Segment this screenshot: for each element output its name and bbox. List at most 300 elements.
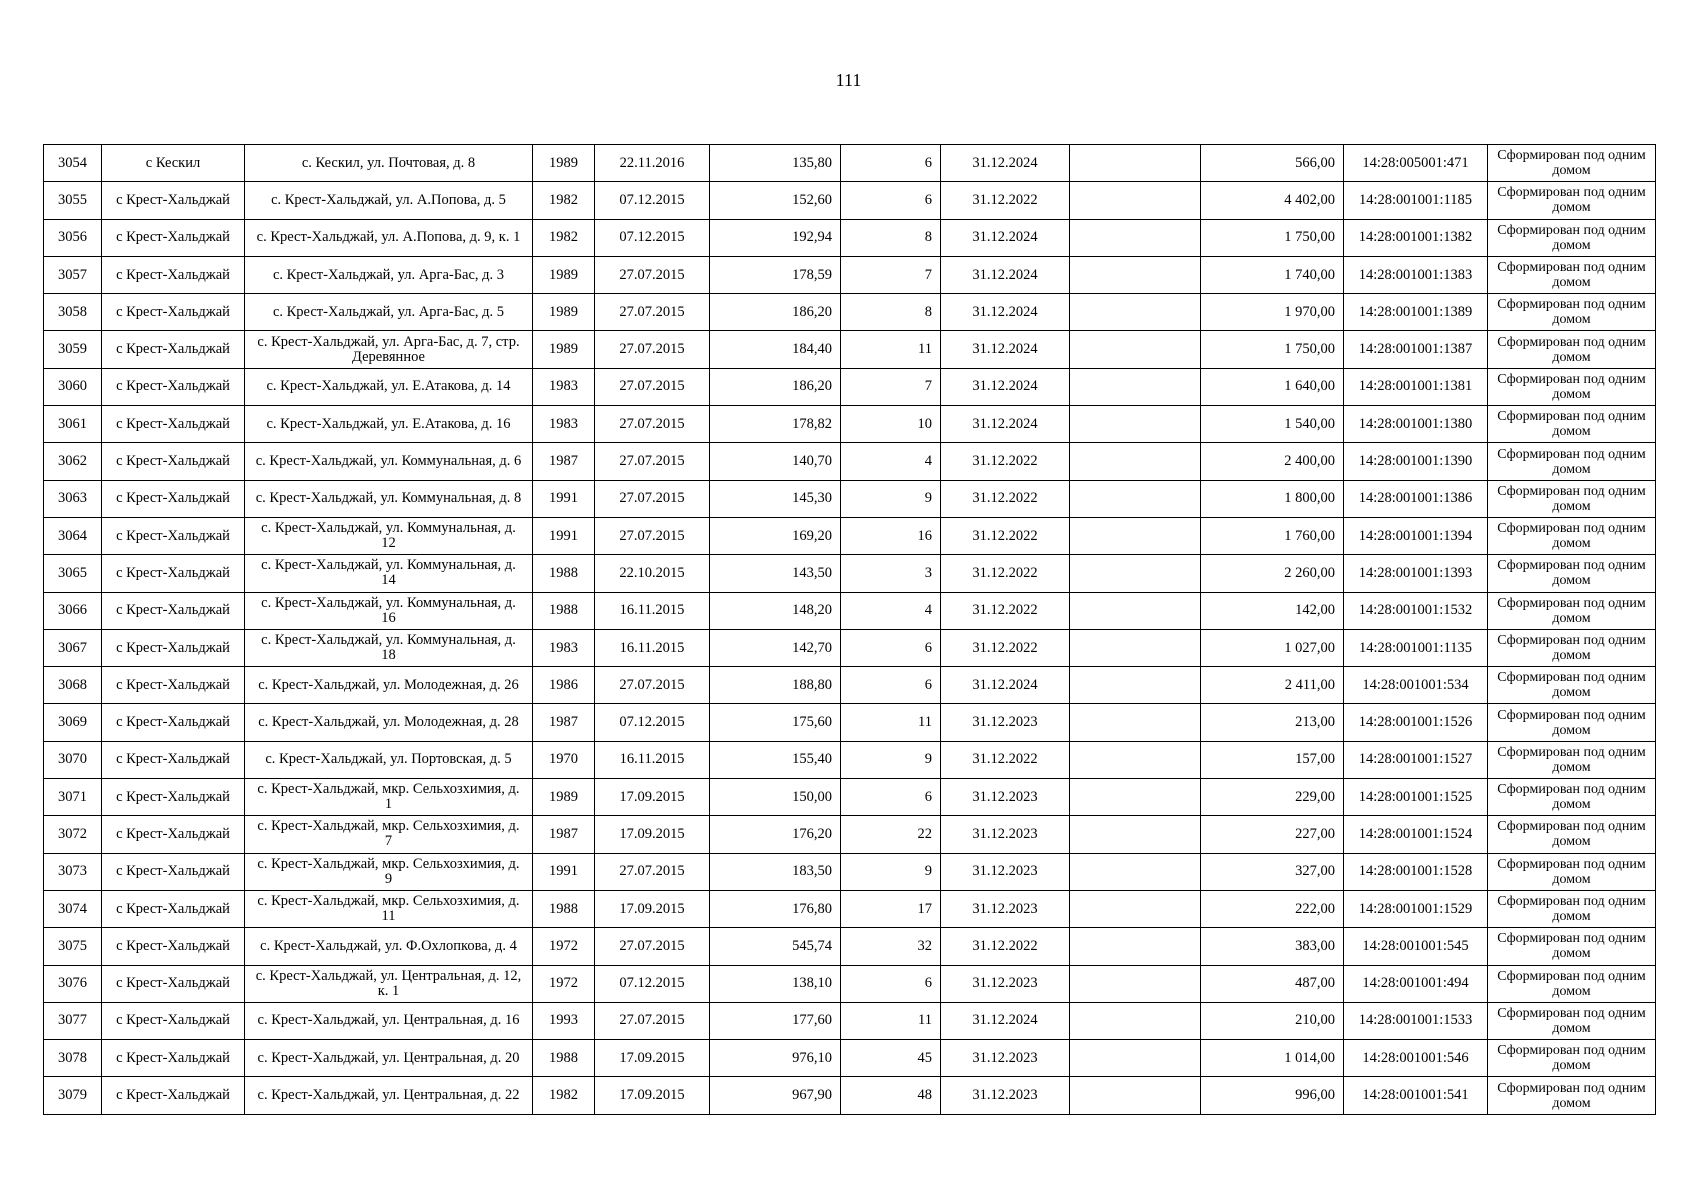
cell-area: 178,59 xyxy=(710,256,841,293)
cell-settlement: с Крест-Хальджай xyxy=(102,592,245,629)
table-row xyxy=(44,294,1656,331)
cell-address: с. Крест-Хальджай, мкр. Сельхозхимия, д. 11 xyxy=(245,890,533,927)
cell-cadastral-number: 14:28:005001:471 xyxy=(1344,145,1488,182)
cell-land-area: 227,00 xyxy=(1201,816,1344,853)
cell-record-number: 3061 xyxy=(44,406,102,443)
cell-record-number: 3062 xyxy=(44,443,102,480)
cell-land-area: 487,00 xyxy=(1201,965,1344,1002)
cell-address: с. Крест-Хальджай, ул. Арга-Бас, д. 5 xyxy=(245,294,533,331)
cell-construction-year: 1982 xyxy=(533,1077,595,1114)
cell-area: 145,30 xyxy=(710,480,841,517)
cell-construction-year: 1989 xyxy=(533,331,595,368)
cell-cadastral-number: 14:28:001001:1533 xyxy=(1344,1002,1488,1039)
cell-area: 143,50 xyxy=(710,555,841,592)
cell-note: Сформирован под одним домом xyxy=(1488,406,1656,443)
cell-resettlement-deadline: 31.12.2024 xyxy=(941,294,1070,331)
cell-note: Сформирован под одним домом xyxy=(1488,145,1656,182)
cell-construction-year: 1983 xyxy=(533,368,595,405)
cell-land-area: 2 260,00 xyxy=(1201,555,1344,592)
cell-residents: 9 xyxy=(841,853,941,890)
cell-settlement: с Крест-Хальджай xyxy=(102,704,245,741)
cell-address: с. Крест-Хальджай, ул. Коммунальная, д. 14 xyxy=(245,555,533,592)
cell-settlement: с Крест-Хальджай xyxy=(102,629,245,666)
cell-recognition-date: 16.11.2015 xyxy=(595,592,710,629)
cell-note: Сформирован под одним домом xyxy=(1488,853,1656,890)
cell-recognition-date: 07.12.2015 xyxy=(595,704,710,741)
cell-settlement: с Крест-Хальджай xyxy=(102,965,245,1002)
cell-cadastral-number: 14:28:001001:1185 xyxy=(1344,182,1488,219)
cell-construction-year: 1987 xyxy=(533,704,595,741)
cell-address: с. Крест-Хальджай, ул. Арга-Бас, д. 3 xyxy=(245,256,533,293)
cell-resettlement-deadline: 31.12.2022 xyxy=(941,517,1070,554)
cell-residents: 10 xyxy=(841,406,941,443)
cell-cadastral-number: 14:28:001001:545 xyxy=(1344,928,1488,965)
cell-residents: 4 xyxy=(841,443,941,480)
cell-settlement: с Крест-Хальджай xyxy=(102,331,245,368)
cell-resettlement-deadline: 31.12.2024 xyxy=(941,667,1070,704)
cell-recognition-date: 07.12.2015 xyxy=(595,965,710,1002)
cell-note: Сформирован под одним домом xyxy=(1488,741,1656,778)
cell-address: с. Крест-Хальджай, ул. Коммунальная, д. 12 xyxy=(245,517,533,554)
cell-cadastral-number: 14:28:001001:1532 xyxy=(1344,592,1488,629)
cell-recognition-date: 27.07.2015 xyxy=(595,368,710,405)
cell-cadastral-number: 14:28:001001:546 xyxy=(1344,1040,1488,1077)
cell-empty xyxy=(1070,1040,1201,1077)
cell-construction-year: 1982 xyxy=(533,182,595,219)
cell-settlement: с Крест-Хальджай xyxy=(102,853,245,890)
cell-empty xyxy=(1070,368,1201,405)
cell-area: 186,20 xyxy=(710,294,841,331)
cell-cadastral-number: 14:28:001001:1394 xyxy=(1344,517,1488,554)
cell-note: Сформирован под одним домом xyxy=(1488,779,1656,816)
cell-record-number: 3054 xyxy=(44,145,102,182)
cell-area: 188,80 xyxy=(710,667,841,704)
cell-note: Сформирован под одним домом xyxy=(1488,816,1656,853)
cell-recognition-date: 27.07.2015 xyxy=(595,256,710,293)
cell-address: с. Крест-Хальджай, мкр. Сельхозхимия, д. 9 xyxy=(245,853,533,890)
cell-resettlement-deadline: 31.12.2022 xyxy=(941,592,1070,629)
cell-recognition-date: 07.12.2015 xyxy=(595,219,710,256)
cell-area: 177,60 xyxy=(710,1002,841,1039)
cell-note: Сформирован под одним домом xyxy=(1488,1077,1656,1114)
cell-address: с. Крест-Хальджай, ул. Портовская, д. 5 xyxy=(245,741,533,778)
table-row xyxy=(44,406,1656,443)
cell-empty xyxy=(1070,890,1201,927)
cell-recognition-date: 27.07.2015 xyxy=(595,331,710,368)
cell-construction-year: 1970 xyxy=(533,741,595,778)
cell-note: Сформирован под одним домом xyxy=(1488,480,1656,517)
cell-record-number: 3076 xyxy=(44,965,102,1002)
cell-address: с. Крест-Хальджай, ул. Е.Атакова, д. 16 xyxy=(245,406,533,443)
cell-settlement: с Крест-Хальджай xyxy=(102,1040,245,1077)
cell-cadastral-number: 14:28:001001:1526 xyxy=(1344,704,1488,741)
cell-cadastral-number: 14:28:001001:1525 xyxy=(1344,779,1488,816)
cell-settlement: с Крест-Хальджай xyxy=(102,256,245,293)
cell-land-area: 383,00 xyxy=(1201,928,1344,965)
table-row xyxy=(44,256,1656,293)
table-row xyxy=(44,517,1656,554)
cell-construction-year: 1983 xyxy=(533,406,595,443)
cell-settlement: с Крест-Хальджай xyxy=(102,816,245,853)
cell-resettlement-deadline: 31.12.2022 xyxy=(941,629,1070,666)
cell-area: 976,10 xyxy=(710,1040,841,1077)
cell-cadastral-number: 14:28:001001:541 xyxy=(1344,1077,1488,1114)
table-row xyxy=(44,1040,1656,1077)
cell-recognition-date: 27.07.2015 xyxy=(595,294,710,331)
cell-empty xyxy=(1070,480,1201,517)
cell-cadastral-number: 14:28:001001:1387 xyxy=(1344,331,1488,368)
cell-residents: 7 xyxy=(841,368,941,405)
cell-note: Сформирован под одним домом xyxy=(1488,629,1656,666)
cell-settlement: с Крест-Хальджай xyxy=(102,294,245,331)
cell-construction-year: 1972 xyxy=(533,928,595,965)
table-row xyxy=(44,667,1656,704)
cell-settlement: с Крест-Хальджай xyxy=(102,182,245,219)
cell-recognition-date: 27.07.2015 xyxy=(595,480,710,517)
cell-resettlement-deadline: 31.12.2023 xyxy=(941,853,1070,890)
cell-land-area: 2 400,00 xyxy=(1201,443,1344,480)
cell-resettlement-deadline: 31.12.2024 xyxy=(941,219,1070,256)
cell-resettlement-deadline: 31.12.2023 xyxy=(941,779,1070,816)
cell-residents: 6 xyxy=(841,145,941,182)
cell-resettlement-deadline: 31.12.2023 xyxy=(941,704,1070,741)
cell-residents: 45 xyxy=(841,1040,941,1077)
page-number: 111 xyxy=(835,70,862,90)
cell-residents: 32 xyxy=(841,928,941,965)
cell-land-area: 142,00 xyxy=(1201,592,1344,629)
cell-resettlement-deadline: 31.12.2022 xyxy=(941,182,1070,219)
cell-note: Сформирован под одним домом xyxy=(1488,704,1656,741)
cell-recognition-date: 16.11.2015 xyxy=(595,629,710,666)
cell-record-number: 3063 xyxy=(44,480,102,517)
cell-construction-year: 1989 xyxy=(533,779,595,816)
cell-address: с. Крест-Хальджай, ул. Коммунальная, д. 18 xyxy=(245,629,533,666)
cell-area: 150,00 xyxy=(710,779,841,816)
cell-residents: 6 xyxy=(841,779,941,816)
cell-record-number: 3077 xyxy=(44,1002,102,1039)
cell-settlement: с Крест-Хальджай xyxy=(102,555,245,592)
cell-record-number: 3055 xyxy=(44,182,102,219)
cell-record-number: 3064 xyxy=(44,517,102,554)
cell-record-number: 3059 xyxy=(44,331,102,368)
table-row xyxy=(44,331,1656,368)
cell-resettlement-deadline: 31.12.2023 xyxy=(941,1040,1070,1077)
cell-area: 140,70 xyxy=(710,443,841,480)
cell-recognition-date: 27.07.2015 xyxy=(595,928,710,965)
cell-construction-year: 1991 xyxy=(533,480,595,517)
cell-recognition-date: 27.07.2015 xyxy=(595,517,710,554)
cell-area: 184,40 xyxy=(710,331,841,368)
table-row xyxy=(44,1002,1656,1039)
cell-resettlement-deadline: 31.12.2024 xyxy=(941,256,1070,293)
cell-empty xyxy=(1070,741,1201,778)
cell-note: Сформирован под одним домом xyxy=(1488,592,1656,629)
cell-resettlement-deadline: 31.12.2022 xyxy=(941,480,1070,517)
cell-record-number: 3060 xyxy=(44,368,102,405)
cell-settlement: с Крест-Хальджай xyxy=(102,741,245,778)
cell-settlement: с Кескил xyxy=(102,145,245,182)
cell-residents: 8 xyxy=(841,219,941,256)
cell-cadastral-number: 14:28:001001:1383 xyxy=(1344,256,1488,293)
cell-recognition-date: 27.07.2015 xyxy=(595,1002,710,1039)
cell-area: 186,20 xyxy=(710,368,841,405)
cell-note: Сформирован под одним домом xyxy=(1488,294,1656,331)
cell-settlement: с Крест-Хальджай xyxy=(102,517,245,554)
cell-recognition-date: 22.11.2016 xyxy=(595,145,710,182)
table-row xyxy=(44,704,1656,741)
table-row xyxy=(44,779,1656,816)
cell-empty xyxy=(1070,443,1201,480)
cell-resettlement-deadline: 31.12.2024 xyxy=(941,145,1070,182)
cell-empty xyxy=(1070,1077,1201,1114)
cell-construction-year: 1988 xyxy=(533,890,595,927)
cell-construction-year: 1989 xyxy=(533,256,595,293)
cell-recognition-date: 16.11.2015 xyxy=(595,741,710,778)
cell-record-number: 3071 xyxy=(44,779,102,816)
table-row xyxy=(44,182,1656,219)
cell-land-area: 229,00 xyxy=(1201,779,1344,816)
cell-land-area: 2 411,00 xyxy=(1201,667,1344,704)
cell-record-number: 3079 xyxy=(44,1077,102,1114)
cell-address: с. Крест-Хальджай, ул. Центральная, д. 16 xyxy=(245,1002,533,1039)
cell-land-area: 1 014,00 xyxy=(1201,1040,1344,1077)
cell-record-number: 3066 xyxy=(44,592,102,629)
cell-empty xyxy=(1070,779,1201,816)
cell-recognition-date: 27.07.2015 xyxy=(595,406,710,443)
cell-record-number: 3069 xyxy=(44,704,102,741)
cell-land-area: 213,00 xyxy=(1201,704,1344,741)
table-row xyxy=(44,368,1656,405)
cell-resettlement-deadline: 31.12.2023 xyxy=(941,816,1070,853)
cell-residents: 11 xyxy=(841,1002,941,1039)
cell-settlement: с Крест-Хальджай xyxy=(102,1077,245,1114)
cell-area: 135,80 xyxy=(710,145,841,182)
cell-note: Сформирован под одним домом xyxy=(1488,890,1656,927)
cell-note: Сформирован под одним домом xyxy=(1488,1040,1656,1077)
cell-settlement: с Крест-Хальджай xyxy=(102,779,245,816)
cell-empty xyxy=(1070,592,1201,629)
cell-area: 176,20 xyxy=(710,816,841,853)
cell-area: 138,10 xyxy=(710,965,841,1002)
table-row xyxy=(44,219,1656,256)
table-row xyxy=(44,890,1656,927)
cell-cadastral-number: 14:28:001001:1524 xyxy=(1344,816,1488,853)
cell-address: с. Крест-Хальджай, ул. А.Попова, д. 9, к. 1 xyxy=(245,219,533,256)
table-row xyxy=(44,592,1656,629)
cell-settlement: с Крест-Хальджай xyxy=(102,890,245,927)
cell-area: 142,70 xyxy=(710,629,841,666)
cell-area: 169,20 xyxy=(710,517,841,554)
cell-residents: 9 xyxy=(841,741,941,778)
cell-construction-year: 1988 xyxy=(533,592,595,629)
cell-address: с. Крест-Хальджай, ул. Коммунальная, д. 6 xyxy=(245,443,533,480)
cell-residents: 3 xyxy=(841,555,941,592)
cell-cadastral-number: 14:28:001001:1527 xyxy=(1344,741,1488,778)
cell-settlement: с Крест-Хальджай xyxy=(102,1002,245,1039)
cell-note: Сформирован под одним домом xyxy=(1488,443,1656,480)
cell-resettlement-deadline: 31.12.2023 xyxy=(941,965,1070,1002)
cell-note: Сформирован под одним домом xyxy=(1488,517,1656,554)
cell-address: с. Крест-Хальджай, ул. Арга-Бас, д. 7, стр. Деревянное xyxy=(245,331,533,368)
cell-cadastral-number: 14:28:001001:1393 xyxy=(1344,555,1488,592)
cell-resettlement-deadline: 31.12.2022 xyxy=(941,928,1070,965)
cell-cadastral-number: 14:28:001001:494 xyxy=(1344,965,1488,1002)
cell-cadastral-number: 14:28:001001:1380 xyxy=(1344,406,1488,443)
cell-residents: 48 xyxy=(841,1077,941,1114)
cell-recognition-date: 17.09.2015 xyxy=(595,1040,710,1077)
cell-settlement: с Крест-Хальджай xyxy=(102,667,245,704)
table-row xyxy=(44,741,1656,778)
cell-note: Сформирован под одним домом xyxy=(1488,667,1656,704)
cell-cadastral-number: 14:28:001001:1135 xyxy=(1344,629,1488,666)
cell-recognition-date: 27.07.2015 xyxy=(595,853,710,890)
table-row xyxy=(44,853,1656,890)
cell-note: Сформирован под одним домом xyxy=(1488,928,1656,965)
table-row xyxy=(44,928,1656,965)
cell-address: с. Крест-Хальджай, ул. Коммунальная, д. 16 xyxy=(245,592,533,629)
cell-recognition-date: 22.10.2015 xyxy=(595,555,710,592)
cell-address: с. Крест-Хальджай, ул. Центральная, д. 20 xyxy=(245,1040,533,1077)
cell-resettlement-deadline: 31.12.2024 xyxy=(941,406,1070,443)
cell-construction-year: 1972 xyxy=(533,965,595,1002)
table-row xyxy=(44,629,1656,666)
cell-recognition-date: 17.09.2015 xyxy=(595,1077,710,1114)
cell-settlement: с Крест-Хальджай xyxy=(102,928,245,965)
table-row xyxy=(44,1077,1656,1114)
cell-note: Сформирован под одним домом xyxy=(1488,368,1656,405)
cell-empty xyxy=(1070,965,1201,1002)
cell-address: с. Крест-Хальджай, мкр. Сельхозхимия, д. 7 xyxy=(245,816,533,853)
cell-cadastral-number: 14:28:001001:1389 xyxy=(1344,294,1488,331)
cell-empty xyxy=(1070,928,1201,965)
cell-record-number: 3058 xyxy=(44,294,102,331)
cell-area: 176,80 xyxy=(710,890,841,927)
table-row xyxy=(44,816,1656,853)
cell-cadastral-number: 14:28:001001:1390 xyxy=(1344,443,1488,480)
cell-residents: 6 xyxy=(841,965,941,1002)
cell-recognition-date: 17.09.2015 xyxy=(595,816,710,853)
cell-note: Сформирован под одним домом xyxy=(1488,965,1656,1002)
cell-cadastral-number: 14:28:001001:1528 xyxy=(1344,853,1488,890)
cell-area: 192,94 xyxy=(710,219,841,256)
cell-address: с. Крест-Хальджай, ул. Центральная, д. 22 xyxy=(245,1077,533,1114)
table-body xyxy=(44,145,1656,1115)
cell-area: 148,20 xyxy=(710,592,841,629)
cell-construction-year: 1986 xyxy=(533,667,595,704)
table-row xyxy=(44,145,1656,182)
cell-address: с. Крест-Хальджай, мкр. Сельхозхимия, д. 1 xyxy=(245,779,533,816)
cell-recognition-date: 27.07.2015 xyxy=(595,443,710,480)
cell-note: Сформирован под одним домом xyxy=(1488,182,1656,219)
cell-residents: 6 xyxy=(841,629,941,666)
cell-resettlement-deadline: 31.12.2023 xyxy=(941,1077,1070,1114)
cell-residents: 6 xyxy=(841,182,941,219)
cell-note: Сформирован под одним домом xyxy=(1488,331,1656,368)
cell-note: Сформирован под одним домом xyxy=(1488,219,1656,256)
cell-land-area: 996,00 xyxy=(1201,1077,1344,1114)
cell-resettlement-deadline: 31.12.2024 xyxy=(941,331,1070,368)
cell-empty xyxy=(1070,629,1201,666)
cell-record-number: 3065 xyxy=(44,555,102,592)
cell-empty xyxy=(1070,1002,1201,1039)
cell-land-area: 1 640,00 xyxy=(1201,368,1344,405)
cell-construction-year: 1982 xyxy=(533,219,595,256)
cell-empty xyxy=(1070,256,1201,293)
cell-residents: 11 xyxy=(841,331,941,368)
cell-construction-year: 1987 xyxy=(533,443,595,480)
cell-record-number: 3075 xyxy=(44,928,102,965)
cell-land-area: 566,00 xyxy=(1201,145,1344,182)
cell-area: 178,82 xyxy=(710,406,841,443)
cell-residents: 4 xyxy=(841,592,941,629)
cell-construction-year: 1991 xyxy=(533,517,595,554)
cell-construction-year: 1991 xyxy=(533,853,595,890)
cell-land-area: 1 970,00 xyxy=(1201,294,1344,331)
cell-empty xyxy=(1070,331,1201,368)
cell-record-number: 3068 xyxy=(44,667,102,704)
cell-address: с. Крест-Хальджай, ул. А.Попова, д. 5 xyxy=(245,182,533,219)
cell-empty xyxy=(1070,145,1201,182)
cell-land-area: 222,00 xyxy=(1201,890,1344,927)
cell-residents: 7 xyxy=(841,256,941,293)
cell-resettlement-deadline: 31.12.2023 xyxy=(941,890,1070,927)
cell-settlement: с Крест-Хальджай xyxy=(102,480,245,517)
cell-construction-year: 1989 xyxy=(533,145,595,182)
cell-empty xyxy=(1070,667,1201,704)
cell-resettlement-deadline: 31.12.2022 xyxy=(941,443,1070,480)
cell-cadastral-number: 14:28:001001:1382 xyxy=(1344,219,1488,256)
cell-record-number: 3073 xyxy=(44,853,102,890)
cell-address: с. Крест-Хальджай, ул. Молодежная, д. 28 xyxy=(245,704,533,741)
housing-registry-table xyxy=(43,144,1656,1115)
cell-cadastral-number: 14:28:001001:1529 xyxy=(1344,890,1488,927)
cell-residents: 11 xyxy=(841,704,941,741)
cell-recognition-date: 17.09.2015 xyxy=(595,779,710,816)
cell-residents: 17 xyxy=(841,890,941,927)
cell-recognition-date: 27.07.2015 xyxy=(595,667,710,704)
cell-land-area: 157,00 xyxy=(1201,741,1344,778)
cell-record-number: 3072 xyxy=(44,816,102,853)
cell-note: Сформирован под одним домом xyxy=(1488,555,1656,592)
cell-address: с. Крест-Хальджай, ул. Центральная, д. 12, к. 1 xyxy=(245,965,533,1002)
cell-empty xyxy=(1070,219,1201,256)
cell-record-number: 3067 xyxy=(44,629,102,666)
cell-area: 545,74 xyxy=(710,928,841,965)
cell-construction-year: 1989 xyxy=(533,294,595,331)
cell-land-area: 210,00 xyxy=(1201,1002,1344,1039)
cell-land-area: 1 740,00 xyxy=(1201,256,1344,293)
cell-settlement: с Крест-Хальджай xyxy=(102,406,245,443)
cell-area: 152,60 xyxy=(710,182,841,219)
cell-cadastral-number: 14:28:001001:1381 xyxy=(1344,368,1488,405)
cell-construction-year: 1993 xyxy=(533,1002,595,1039)
cell-resettlement-deadline: 31.12.2022 xyxy=(941,741,1070,778)
cell-residents: 8 xyxy=(841,294,941,331)
cell-settlement: с Крест-Хальджай xyxy=(102,219,245,256)
cell-settlement: с Крест-Хальджай xyxy=(102,443,245,480)
cell-record-number: 3056 xyxy=(44,219,102,256)
cell-resettlement-deadline: 31.12.2024 xyxy=(941,1002,1070,1039)
cell-recognition-date: 07.12.2015 xyxy=(595,182,710,219)
cell-area: 175,60 xyxy=(710,704,841,741)
cell-address: с. Крест-Хальджай, ул. Ф.Охлопкова, д. 4 xyxy=(245,928,533,965)
cell-empty xyxy=(1070,555,1201,592)
cell-note: Сформирован под одним домом xyxy=(1488,256,1656,293)
cell-resettlement-deadline: 31.12.2024 xyxy=(941,368,1070,405)
cell-address: с. Кескил, ул. Почтовая, д. 8 xyxy=(245,145,533,182)
cell-construction-year: 1988 xyxy=(533,555,595,592)
table-row xyxy=(44,443,1656,480)
